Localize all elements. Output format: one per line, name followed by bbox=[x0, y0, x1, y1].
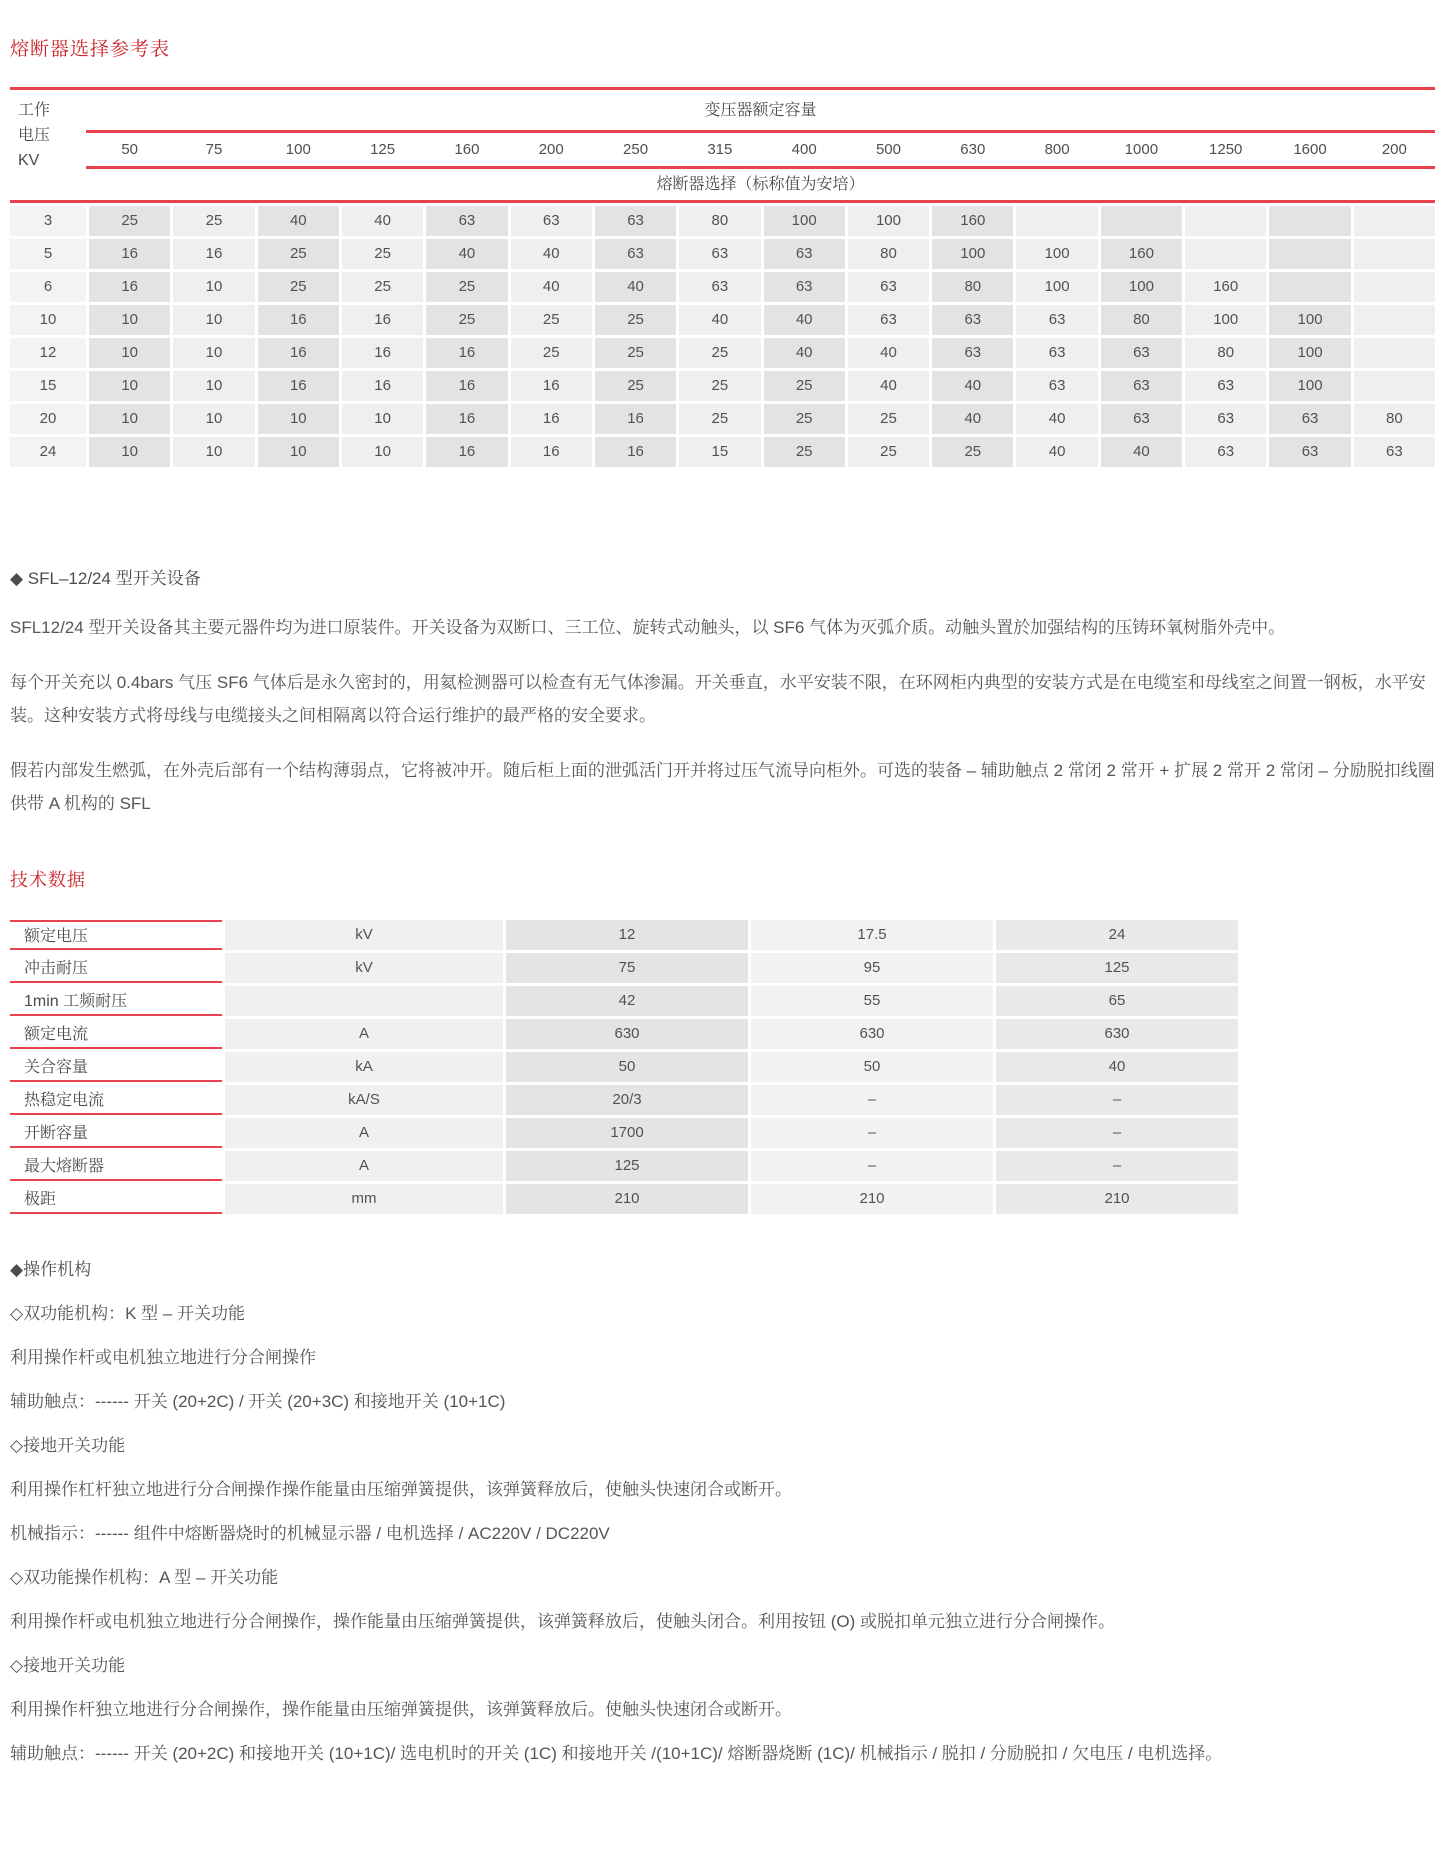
fuse-value-cell: 80 bbox=[932, 272, 1013, 302]
voltage-cell: 24 bbox=[10, 437, 86, 467]
fuse-value-cell: 100 bbox=[1016, 272, 1097, 302]
fuse-value-cell bbox=[1269, 239, 1350, 269]
capacity-cell: 100 bbox=[285, 141, 311, 158]
tech-row-unit: A bbox=[225, 1151, 503, 1181]
fuse-table-row bbox=[10, 338, 1435, 368]
capacity-cell: 75 bbox=[205, 141, 223, 158]
fuse-value-cell: 63 bbox=[1016, 305, 1097, 335]
fuse-value-cell: 25 bbox=[764, 404, 845, 434]
tech-row-unit: kA bbox=[225, 1052, 503, 1082]
sfl-paragraph-2: 每个开关充以 0.4bars 气压 SF6 气体后是永久密封的，用氦检测器可以检查有无气体渗漏。开关垂直，水平安装不限，在环网柜内典型的安装方式是在电缆室和母线室之间置一钢板，水平安装。这种安装方式将母线与电缆接头之间相隔离以符合运行维护的最严格的安全要求。 bbox=[10, 673, 1426, 725]
fuse-value-cell: 40 bbox=[764, 305, 845, 335]
fuse-value-cell: 10 bbox=[89, 305, 170, 335]
tech-value-cell: – bbox=[996, 1118, 1238, 1148]
working-voltage-line3: KV bbox=[18, 152, 40, 169]
fuse-value-cell: 63 bbox=[595, 239, 676, 269]
tech-row-unit: kV bbox=[225, 953, 503, 983]
fuse-value-cell: 16 bbox=[89, 239, 170, 269]
fuse-value-cell: 40 bbox=[342, 206, 423, 236]
table-rule-header-bottom bbox=[10, 200, 1435, 203]
fuse-value-cell: 100 bbox=[1101, 272, 1182, 302]
working-voltage-header bbox=[10, 90, 86, 200]
fuse-value-cell: 100 bbox=[1269, 371, 1350, 401]
fuse-value-cell: 25 bbox=[426, 272, 507, 302]
tech-value-cell: 50 bbox=[751, 1052, 993, 1082]
tech-value-cell: 630 bbox=[751, 1019, 993, 1049]
tech-value-cell: 12 bbox=[506, 920, 748, 950]
fuse-value-cell: 63 bbox=[1185, 437, 1266, 467]
fuse-table-header bbox=[10, 90, 1435, 200]
fuse-value-cell: 10 bbox=[342, 437, 423, 467]
fuse-value-cell: 40 bbox=[595, 272, 676, 302]
fuse-value-cell: 10 bbox=[342, 404, 423, 434]
fuse-table-header-right bbox=[86, 90, 1435, 200]
fuse-value-cell bbox=[1354, 239, 1435, 269]
fuse-value-cell: 25 bbox=[679, 338, 760, 368]
fuse-table-row bbox=[10, 371, 1435, 401]
capacity-cell: 125 bbox=[370, 141, 396, 158]
fuse-value-cell: 40 bbox=[1016, 404, 1097, 434]
operation-line: ◆操作机构 bbox=[10, 1260, 92, 1279]
fuse-value-cell: 25 bbox=[679, 404, 760, 434]
tech-table-row bbox=[10, 920, 1238, 950]
fuse-value-cell: 25 bbox=[679, 371, 760, 401]
capacity-cell: 800 bbox=[1044, 141, 1070, 158]
tech-value-cell: 95 bbox=[751, 953, 993, 983]
fuse-value-cell: 16 bbox=[511, 437, 592, 467]
capacity-cell: 200 bbox=[1381, 141, 1407, 158]
tech-value-cell: 125 bbox=[506, 1151, 748, 1181]
fuse-value-cell: 80 bbox=[848, 239, 929, 269]
fuse-value-cell: 16 bbox=[258, 371, 339, 401]
fuse-table-row bbox=[10, 239, 1435, 269]
tech-table-row bbox=[10, 953, 1238, 983]
capacity-cell: 50 bbox=[121, 141, 138, 158]
fuse-value-cell: 16 bbox=[342, 305, 423, 335]
tech-table-row bbox=[10, 1184, 1238, 1214]
fuse-value-cell: 10 bbox=[173, 272, 254, 302]
fuse-value-cell: 40 bbox=[1016, 437, 1097, 467]
fuse-value-cell: 16 bbox=[173, 239, 254, 269]
capacity-cell: 250 bbox=[623, 141, 649, 158]
fuse-table-row bbox=[10, 437, 1435, 467]
fuse-value-cell: 63 bbox=[848, 272, 929, 302]
fuse-value-cell: 40 bbox=[511, 272, 592, 302]
fuse-value-cell: 10 bbox=[173, 437, 254, 467]
tech-value-cell: – bbox=[996, 1151, 1238, 1181]
operation-line: 利用操作杆或电机独立地进行分合闸操作 bbox=[10, 1348, 316, 1367]
fuse-value-cell: 25 bbox=[511, 338, 592, 368]
operation-line: ◇双功能操作机构：A 型 – 开关功能 bbox=[10, 1568, 279, 1587]
fuse-value-cell: 25 bbox=[342, 239, 423, 269]
voltage-cell: 3 bbox=[10, 206, 86, 236]
fuse-value-cell: 40 bbox=[848, 338, 929, 368]
fuse-value-cell: 63 bbox=[511, 206, 592, 236]
working-voltage-line1: 工作 bbox=[18, 102, 51, 119]
tech-value-cell: 75 bbox=[506, 953, 748, 983]
fuse-value-cell: 100 bbox=[932, 239, 1013, 269]
fuse-value-cell: 25 bbox=[89, 206, 170, 236]
tech-value-cell: 24 bbox=[996, 920, 1238, 950]
fuse-value-cell bbox=[1185, 206, 1266, 236]
fuse-value-cell: 10 bbox=[89, 371, 170, 401]
fuse-value-cell: 160 bbox=[1185, 272, 1266, 302]
voltage-cell: 12 bbox=[10, 338, 86, 368]
fuse-value-cell: 10 bbox=[89, 338, 170, 368]
capacity-cell: 500 bbox=[875, 141, 901, 158]
capacity-cell: 1600 bbox=[1293, 141, 1327, 158]
operation-line: 辅助触点：------ 开关 (20+2C) / 开关 (20+3C) 和接地开关 (10+1C) bbox=[10, 1392, 506, 1411]
fuse-value-cell: 40 bbox=[848, 371, 929, 401]
tech-table-row bbox=[10, 986, 1238, 1016]
operation-line: ◇接地开关功能 bbox=[10, 1656, 126, 1675]
fuse-value-cell: 25 bbox=[511, 305, 592, 335]
fuse-value-cell: 63 bbox=[932, 305, 1013, 335]
tech-row-unit: A bbox=[225, 1019, 503, 1049]
fuse-value-cell: 40 bbox=[1101, 437, 1182, 467]
fuse-table-row bbox=[10, 305, 1435, 335]
voltage-cell: 15 bbox=[10, 371, 86, 401]
fuse-value-cell: 10 bbox=[89, 437, 170, 467]
tech-value-cell: 125 bbox=[996, 953, 1238, 983]
tech-row-label: 最大熔断器 bbox=[10, 1151, 222, 1181]
voltage-cell: 5 bbox=[10, 239, 86, 269]
fuse-value-cell: 40 bbox=[932, 404, 1013, 434]
voltage-cell: 20 bbox=[10, 404, 86, 434]
tech-value-cell: – bbox=[751, 1085, 993, 1115]
fuse-value-cell: 63 bbox=[1185, 404, 1266, 434]
fuse-value-cell: 100 bbox=[764, 206, 845, 236]
tech-table-row bbox=[10, 1151, 1238, 1181]
fuse-value-cell bbox=[1354, 371, 1435, 401]
fuse-value-cell bbox=[1269, 206, 1350, 236]
fuse-value-cell: 40 bbox=[932, 371, 1013, 401]
fuse-table-row bbox=[10, 404, 1435, 434]
fuse-value-cell: 63 bbox=[679, 272, 760, 302]
fuse-table-row bbox=[10, 272, 1435, 302]
tech-value-cell: 40 bbox=[996, 1052, 1238, 1082]
tech-value-cell: 210 bbox=[751, 1184, 993, 1214]
tech-value-cell: – bbox=[996, 1085, 1238, 1115]
fuse-value-cell: 63 bbox=[1101, 371, 1182, 401]
fuse-value-cell bbox=[1354, 272, 1435, 302]
fuse-value-cell: 63 bbox=[1269, 404, 1350, 434]
fuse-value-cell: 16 bbox=[595, 404, 676, 434]
sfl-paragraph-1: SFL12/24 型开关设备其主要元器件均为进口原装件。开关设备为双断口、三工位、旋转式动触头，以 SF6 气体为灭弧介质。动触头置於加强结构的压铸环氧树脂外壳中。 bbox=[10, 618, 1286, 637]
fuse-value-cell: 40 bbox=[258, 206, 339, 236]
tech-value-cell: 630 bbox=[996, 1019, 1238, 1049]
fuse-value-cell: 16 bbox=[426, 437, 507, 467]
fuse-value-cell bbox=[1354, 305, 1435, 335]
fuse-value-cell: 16 bbox=[258, 305, 339, 335]
tech-table-row bbox=[10, 1085, 1238, 1115]
fuse-value-cell: 16 bbox=[511, 404, 592, 434]
operation-line: ◇接地开关功能 bbox=[10, 1436, 126, 1455]
fuse-value-cell: 10 bbox=[173, 404, 254, 434]
fuse-value-cell bbox=[1354, 206, 1435, 236]
fuse-value-cell bbox=[1354, 338, 1435, 368]
fuse-value-cell: 16 bbox=[511, 371, 592, 401]
fuse-value-cell: 63 bbox=[1269, 437, 1350, 467]
fuse-value-cell: 16 bbox=[426, 338, 507, 368]
fuse-value-cell: 10 bbox=[173, 338, 254, 368]
capacity-header: 变压器额定容量 bbox=[704, 102, 817, 119]
fuse-value-cell: 25 bbox=[595, 305, 676, 335]
fuse-value-cell: 16 bbox=[342, 338, 423, 368]
operation-line: 利用操作杆或电机独立地进行分合闸操作，操作能量由压缩弹簧提供，该弹簧释放后，使触头闭合。利用按钮 (O) 或脱扣单元独立进行分合闸操作。 bbox=[10, 1612, 1115, 1631]
tech-row-label: 关合容量 bbox=[10, 1052, 222, 1082]
operation-section bbox=[10, 1260, 1435, 1764]
fuse-table-row bbox=[10, 206, 1435, 236]
tech-value-cell: 65 bbox=[996, 986, 1238, 1016]
fuse-value-cell: 80 bbox=[1101, 305, 1182, 335]
capacity-cell: 400 bbox=[791, 141, 817, 158]
capacity-cell: 1250 bbox=[1209, 141, 1243, 158]
fuse-value-cell: 16 bbox=[595, 437, 676, 467]
tech-value-cell: – bbox=[751, 1151, 993, 1181]
tech-row-label: 冲击耐压 bbox=[10, 953, 222, 983]
tech-value-cell: 210 bbox=[506, 1184, 748, 1214]
fuse-value-cell: 160 bbox=[1101, 239, 1182, 269]
fuse-value-cell: 16 bbox=[258, 338, 339, 368]
fuse-value-cell: 25 bbox=[426, 305, 507, 335]
fuse-value-cell: 25 bbox=[342, 272, 423, 302]
fuse-value-cell: 63 bbox=[595, 206, 676, 236]
operation-line: ◇双功能机构：K 型 – 开关功能 bbox=[10, 1304, 246, 1323]
fuse-value-cell: 16 bbox=[89, 272, 170, 302]
fuse-value-cell: 63 bbox=[1185, 371, 1266, 401]
tech-value-cell: – bbox=[751, 1118, 993, 1148]
fuse-value-cell bbox=[1269, 272, 1350, 302]
fuse-section-title: 熔断器选择参考表 bbox=[10, 39, 171, 60]
capacity-cell: 200 bbox=[538, 141, 564, 158]
fuse-value-cell: 100 bbox=[1269, 338, 1350, 368]
fuse-value-cell: 63 bbox=[764, 272, 845, 302]
fuse-value-cell: 10 bbox=[258, 437, 339, 467]
fuse-value-cell: 25 bbox=[258, 239, 339, 269]
fuse-value-cell: 25 bbox=[932, 437, 1013, 467]
fuse-value-cell: 25 bbox=[173, 206, 254, 236]
tech-row-label: 额定电流 bbox=[10, 1019, 222, 1049]
fuse-value-cell: 63 bbox=[1101, 404, 1182, 434]
operation-line: 辅助触点：------ 开关 (20+2C) 和接地开关 (10+1C)/ 选电机时的开关 (1C) 和接地开关 /(10+1C)/ 熔断器烧断 (1C)/ 机械指示 / 脱扣 / 分励脱扣 / 欠电压 / 电机选择。 bbox=[10, 1744, 1223, 1763]
fuse-value-cell: 16 bbox=[426, 371, 507, 401]
tech-data-table bbox=[10, 920, 1238, 1214]
fuse-value-cell: 100 bbox=[848, 206, 929, 236]
tech-value-cell: 1700 bbox=[506, 1118, 748, 1148]
capacity-cell: 160 bbox=[454, 141, 480, 158]
fuse-value-cell: 15 bbox=[679, 437, 760, 467]
fuse-value-cell: 40 bbox=[679, 305, 760, 335]
fuse-selection-header: 熔断器选择（标称值为安培） bbox=[656, 176, 865, 193]
tech-table-row bbox=[10, 1019, 1238, 1049]
tech-row-label: 额定电压 bbox=[10, 920, 222, 950]
fuse-value-cell: 25 bbox=[595, 338, 676, 368]
fuse-value-cell: 63 bbox=[1354, 437, 1435, 467]
fuse-value-cell: 10 bbox=[258, 404, 339, 434]
fuse-value-cell: 25 bbox=[595, 371, 676, 401]
tech-table-row bbox=[10, 1052, 1238, 1082]
fuse-value-cell: 16 bbox=[426, 404, 507, 434]
tech-section-title: 技术数据 bbox=[10, 870, 86, 890]
tech-row-label: 极距 bbox=[10, 1184, 222, 1214]
fuse-value-cell: 63 bbox=[848, 305, 929, 335]
sfl-paragraph-3: 假若内部发生燃弧，在外壳后部有一个结构薄弱点，它将被冲开。随后柜上面的泄弧活门开并将过压气流导向柜外。可选的装备 – 辅助触点 2 常闭 2 常开 + 扩展 2 常开 2 常闭 – 分励脱扣线圈供带 A 机构的 SFL bbox=[10, 761, 1435, 813]
fuse-value-cell: 80 bbox=[1185, 338, 1266, 368]
fuse-value-cell: 63 bbox=[1101, 338, 1182, 368]
operation-line: 利用操作杆独立地进行分合闸操作，操作能量由压缩弹簧提供，该弹簧释放后。使触头快速闭合或断开。 bbox=[10, 1700, 792, 1719]
operation-line: 利用操作杠杆独立地进行分合闸操作操作能量由压缩弹簧提供，该弹簧释放后，使触头快速闭合或断开。 bbox=[10, 1480, 792, 1499]
fuse-value-cell bbox=[1016, 206, 1097, 236]
fuse-value-cell: 63 bbox=[1016, 338, 1097, 368]
sfl-heading: ◆ SFL–12/24 型开关设备 bbox=[10, 569, 201, 588]
fuse-value-cell: 63 bbox=[679, 239, 760, 269]
fuse-value-cell: 63 bbox=[1016, 371, 1097, 401]
fuse-value-cell: 25 bbox=[764, 437, 845, 467]
fuse-value-cell: 100 bbox=[1016, 239, 1097, 269]
fuse-value-cell: 80 bbox=[1354, 404, 1435, 434]
fuse-value-cell: 10 bbox=[173, 305, 254, 335]
fuse-value-cell: 10 bbox=[173, 371, 254, 401]
fuse-value-cell: 40 bbox=[426, 239, 507, 269]
tech-value-cell: 20/3 bbox=[506, 1085, 748, 1115]
fuse-value-cell: 80 bbox=[679, 206, 760, 236]
fuse-value-cell: 100 bbox=[1269, 305, 1350, 335]
tech-value-cell: 210 bbox=[996, 1184, 1238, 1214]
tech-value-cell: 17.5 bbox=[751, 920, 993, 950]
tech-value-cell: 50 bbox=[506, 1052, 748, 1082]
tech-row-label: 热稳定电流 bbox=[10, 1085, 222, 1115]
capacity-cell: 315 bbox=[707, 141, 733, 158]
fuse-value-cell bbox=[1101, 206, 1182, 236]
fuse-selection-table bbox=[10, 87, 1435, 469]
catalog-page bbox=[0, 34, 1443, 1764]
tech-value-cell: 42 bbox=[506, 986, 748, 1016]
fuse-value-cell: 63 bbox=[764, 239, 845, 269]
tech-value-cell: 630 bbox=[506, 1019, 748, 1049]
tech-row-unit bbox=[225, 986, 503, 1016]
tech-row-unit: kV bbox=[225, 920, 503, 950]
fuse-value-cell: 63 bbox=[426, 206, 507, 236]
capacity-cell: 630 bbox=[960, 141, 986, 158]
fuse-table-body bbox=[10, 206, 1435, 469]
fuse-value-cell: 63 bbox=[932, 338, 1013, 368]
tech-row-unit: A bbox=[225, 1118, 503, 1148]
fuse-value-cell: 25 bbox=[848, 404, 929, 434]
tech-row-unit: mm bbox=[225, 1184, 503, 1214]
fuse-value-cell: 25 bbox=[848, 437, 929, 467]
voltage-cell: 6 bbox=[10, 272, 86, 302]
tech-row-unit: kA/S bbox=[225, 1085, 503, 1115]
fuse-value-cell: 10 bbox=[89, 404, 170, 434]
fuse-value-cell: 16 bbox=[342, 371, 423, 401]
operation-line: 机械指示：------ 组件中熔断器烧时的机械显示器 / 电机选择 / AC220V / DC220V bbox=[10, 1524, 610, 1543]
tech-value-cell: 55 bbox=[751, 986, 993, 1016]
tech-table-row bbox=[10, 1118, 1238, 1148]
tech-row-label: 1min 工频耐压 bbox=[10, 986, 222, 1016]
fuse-value-cell bbox=[1185, 239, 1266, 269]
fuse-value-cell: 25 bbox=[764, 371, 845, 401]
voltage-cell: 10 bbox=[10, 305, 86, 335]
working-voltage-line2: 电压 bbox=[18, 127, 51, 144]
fuse-value-cell: 160 bbox=[932, 206, 1013, 236]
fuse-value-cell: 40 bbox=[764, 338, 845, 368]
capacity-cell: 1000 bbox=[1124, 141, 1159, 158]
fuse-value-cell: 100 bbox=[1185, 305, 1266, 335]
fuse-value-cell: 25 bbox=[258, 272, 339, 302]
tech-row-label: 开断容量 bbox=[10, 1118, 222, 1148]
capacity-row bbox=[86, 133, 1435, 166]
fuse-value-cell: 40 bbox=[511, 239, 592, 269]
